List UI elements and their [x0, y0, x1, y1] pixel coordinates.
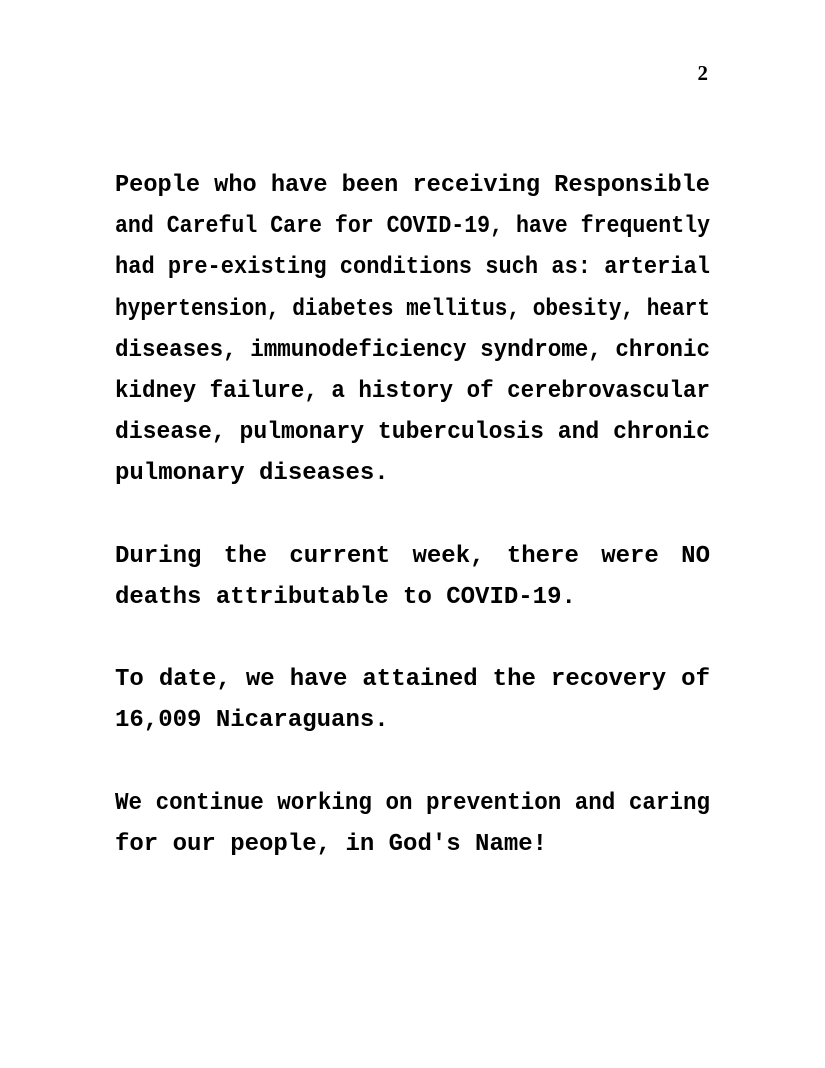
text-line: [115, 412, 710, 453]
text-line: [115, 783, 710, 824]
text-line-text: had pre-existing conditions such as: arterial: [115, 254, 711, 282]
paragraph-3: [115, 659, 710, 741]
text-line: [115, 330, 710, 371]
text-line: [115, 700, 710, 741]
document-body: [115, 165, 710, 906]
paragraph-4: [115, 783, 710, 865]
text-line: [115, 247, 710, 288]
text-line: [115, 371, 710, 412]
paragraph-2: [115, 536, 710, 618]
text-line-text: We continue working on prevention and caring: [115, 789, 710, 817]
text-line: [115, 577, 710, 618]
text-line-text: disease, pulmonary tuberculosis and chronic: [115, 419, 710, 447]
page-number: 2: [697, 61, 708, 85]
text-line-text: for our people, in God's Name!: [115, 831, 548, 858]
text-line-text: People who have been receiving Responsible: [115, 172, 710, 199]
text-line: [115, 165, 710, 206]
text-line: [115, 824, 710, 865]
text-line-text: 16,009 Nicaraguans.: [115, 707, 389, 735]
text-line-text: pulmonary diseases.: [115, 460, 389, 488]
text-line-text: During the current week, there were NO: [115, 542, 710, 570]
text-line-text: hypertension, diabetes mellitus, obesity, heart: [115, 295, 711, 323]
text-line: [115, 289, 710, 330]
text-line: [115, 536, 710, 577]
text-line-text: To date, we have attained the recovery of: [115, 666, 710, 694]
text-line: [115, 453, 710, 494]
paragraph-1: [115, 165, 710, 495]
text-line-text: and Careful Care for COVID-19, have frequently: [115, 213, 711, 241]
text-line-text: diseases, immunodeficiency syndrome, chronic: [115, 336, 710, 364]
text-line: [115, 206, 710, 247]
text-line-text: kidney failure, a history of cerebrovascular: [115, 377, 710, 405]
text-line-text: deaths attributable to COVID-19.: [115, 583, 576, 611]
text-line: [115, 659, 710, 700]
